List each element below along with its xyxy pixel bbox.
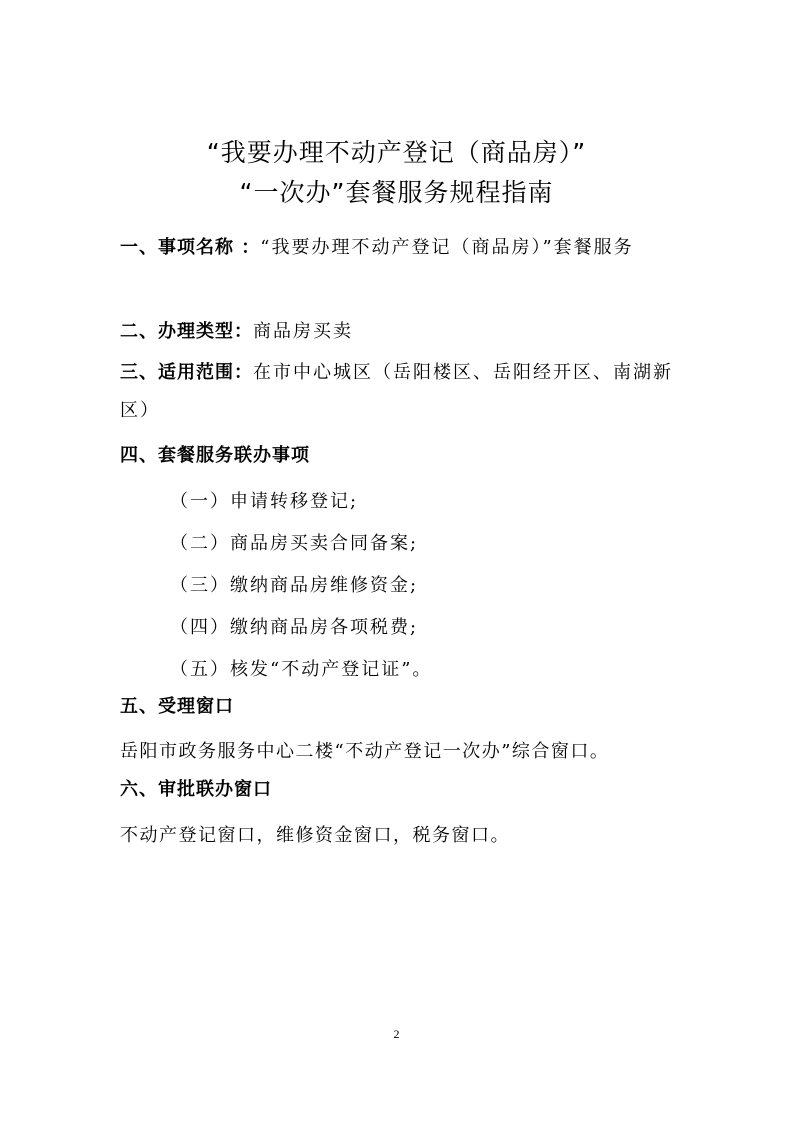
list-item: （五）核发“不动产登记证”。 xyxy=(170,659,433,680)
title-line-1: “我要办理不动产登记（商品房）” xyxy=(206,138,587,167)
section-heading: 三、适用范围： xyxy=(120,362,253,383)
section-heading: 六、审批联办窗口 xyxy=(120,779,272,800)
section-heading: 四、套餐服务联办事项 xyxy=(120,445,310,466)
section-text: 不动产登记窗口，维修资金窗口，税务窗口。 xyxy=(120,825,510,846)
list-item: （三）缴纳商品房维修资金; xyxy=(170,575,419,596)
section-text: 在市中心城区（岳阳楼区、岳阳经开区、南湖新区） xyxy=(120,362,673,421)
section-heading: 二、办理类型： xyxy=(120,321,253,342)
section-text: 岳阳市政务服务中心二楼“不动产登记一次办”综合窗口。 xyxy=(120,741,610,762)
list-item: （四）缴纳商品房各项税费; xyxy=(170,617,419,638)
section-approval-windows xyxy=(120,771,680,809)
section-scope xyxy=(120,354,680,430)
section-handling-type xyxy=(120,313,680,351)
list-item: （二）商品房买卖合同备案; xyxy=(170,533,419,554)
page-number: 2 xyxy=(393,1027,400,1041)
section-acceptance-window xyxy=(120,688,680,726)
title-line-2: “一次办”套餐服务规程指南 xyxy=(239,178,554,207)
section-heading: 一、事项名称 ： xyxy=(120,237,261,258)
section-text: 商品房买卖 xyxy=(253,321,353,342)
section-joint-items xyxy=(120,437,680,475)
section-heading: 五、受理窗口 xyxy=(120,696,234,717)
section-text: “我要办理不动产登记（商品房）”套餐服务 xyxy=(260,237,634,258)
section-item-name xyxy=(120,229,680,267)
list-item: （一）申请转移登记; xyxy=(170,491,359,512)
